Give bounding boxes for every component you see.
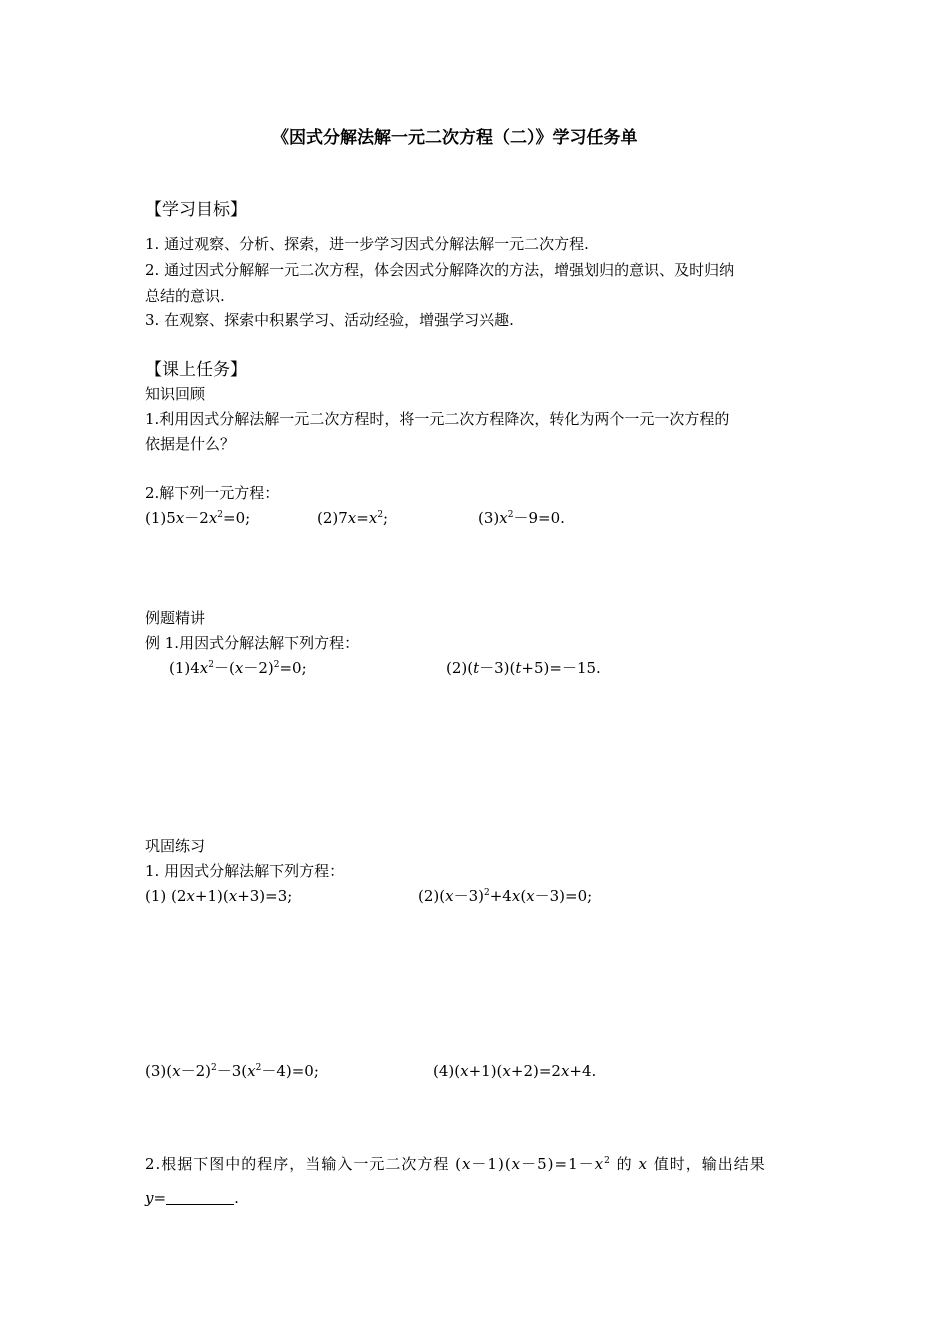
answer-line: y= .: [145, 1189, 239, 1207]
practice-2-prompt: 2.根据下图中的程序，当输入一元二次方程 $(x-1)(x-5)=1-x^2$ 的 x 值时，输出结果: [145, 1155, 766, 1173]
practice-2-text-c: 值时，输出结果: [653, 1155, 766, 1173]
practice-1-prompt: 1. 用因式分解法解下列方程：: [145, 862, 345, 880]
goal-item-2-continued: 总结的意识.: [145, 287, 225, 305]
equation-3: $(3)x^2-9=0$.: [478, 509, 565, 527]
goal-item-2: 2. 通过因式分解解一元二次方程，体会因式分解降次的方法，增强划归的意识、及时归纳: [145, 261, 735, 279]
examples-label: 例题精讲: [145, 609, 206, 627]
example-1-prompt: 例 1.用因式分解法解下列方程：: [145, 634, 360, 652]
review-question-1: 1.利用因式分解法解一元二次方程时，将一元二次方程降次，转化为两个一元一次方程的: [145, 410, 730, 428]
page-title: 《因式分解法解一元二次方程（二）》学习任务单: [272, 128, 638, 148]
practice-2-text-b: 的: [616, 1155, 633, 1173]
answer-blank[interactable]: [166, 1190, 234, 1205]
goal-item-1: 1. 通过观察、分析、探索，进一步学习因式分解法解一元二次方程.: [145, 235, 589, 253]
practice-equation-1: (1) (2x+1)(x+3)=3;: [145, 887, 293, 905]
goal-item-3: 3. 在观察、探索中积累学习、活动经验，增强学习兴趣.: [145, 311, 514, 329]
review-question-1-continued: 依据是什么？: [145, 435, 236, 453]
equation-1: $(1)5x-2x^2=0$;: [145, 509, 251, 527]
review-label: 知识回顾: [145, 385, 206, 403]
practice-equation-4: (4)(x+1)(x+2)=2x+4.: [433, 1062, 597, 1080]
practice-equation-3: $(3)(x-2)^2-3(x^2-4)=0$;: [145, 1062, 319, 1080]
equation-2: $(2)7x=x^2$;: [317, 509, 389, 527]
goals-header: 【学习目标】: [145, 200, 247, 220]
example-1-equation-2: (2)(t－3)(t+5)=－15.: [446, 659, 601, 677]
example-1-equation-1: $(1)4x^2-(x-2)^2=0$;: [169, 659, 307, 677]
review-question-2: 2.解下列一元方程：: [145, 484, 280, 502]
practice-2-text-a: 2.根据下图中的程序，当输入一元二次方程: [145, 1155, 450, 1173]
practice-label: 巩固练习: [145, 837, 206, 855]
practice-equation-2: $(2)(x-3)^2+4x(x-3)=0$;: [418, 887, 593, 905]
tasks-header: 【课上任务】: [145, 360, 247, 380]
